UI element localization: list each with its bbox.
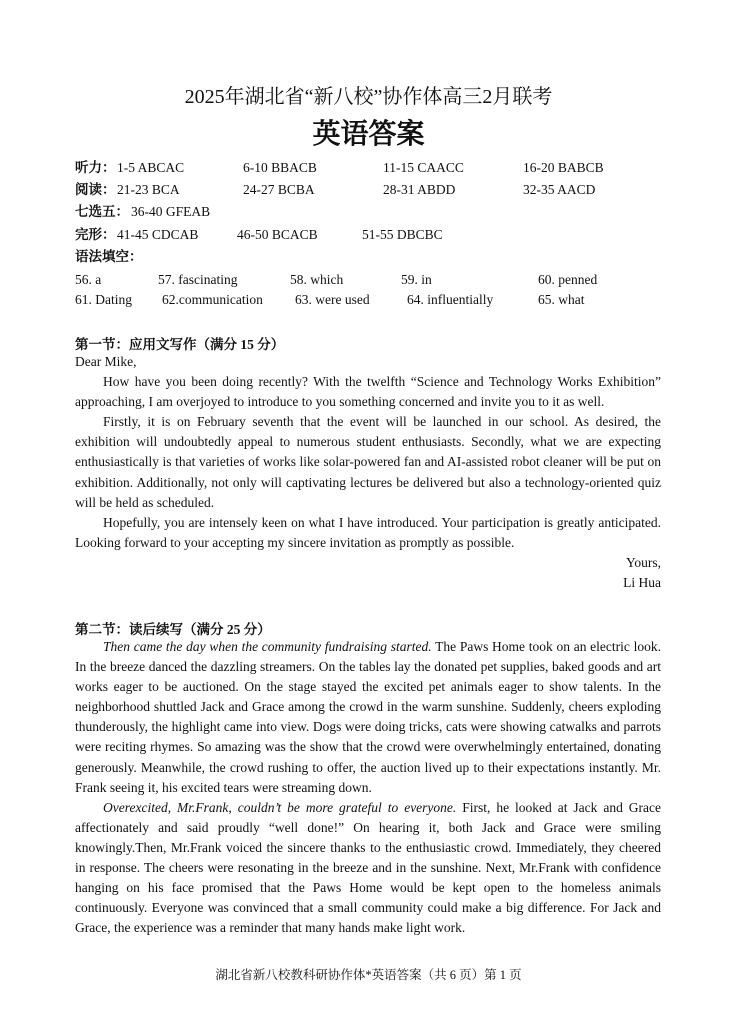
answer-item: 60. penned: [538, 272, 598, 287]
answer-item: 24-27 BCBA: [243, 182, 315, 197]
paragraph-body: The Paws Home took on an electric look. In the breeze danced the dazzling streamers. On the tables lay the donated pet supplies, baked goods and art works eager to be auctioned. On the stage stayed the excited pet animals eager to show talents. In the neighborhood shuttled Jack and Grace among the crowd in the warm sunshine. Suddenly, cheers exploding thunderously, the highlight came into view. Dogs were doing tricks, cats were showing catwalks and parrots were reciting rhymes. So amazing was the show that the crowd were overwhelmingly entertained, donating generously. Meanwhile, the crowd rushing to offer, the auction lived up to their expectations instantly. Mr. Frank seeing it, his excited tears were streaming down.: [75, 639, 661, 795]
answer-item: 56. a: [75, 272, 102, 287]
section1-heading: 第一节：应用文写作（满分 15 分）: [75, 337, 285, 352]
paragraph: [75, 637, 661, 798]
answer-item: 28-31 ABDD: [383, 182, 456, 197]
page-footer: 湖北省新八校教科研协作体*英语答案（共 6 页）第 1 页: [215, 968, 522, 982]
exam-title: 2025年湖北省“新八校”协作体高三2月联考: [184, 86, 553, 108]
paragraph: Hopefully, you are intensely keen on what I have introduced. Your participation is greatly anticipated. Looking forward to your accepting my sincere invitation as promptly as possible.: [75, 514, 661, 550]
answer-item: 57. fascinating: [158, 272, 238, 287]
closing: Yours,: [625, 554, 661, 570]
answer-item: 62.communication: [162, 292, 263, 307]
paragraph: How have you been doing recently? With the twelfth “Science and Technology Works Exhibition” approaching, I am overjoyed to introduce to you something concerned and invite you to it as well.: [75, 374, 661, 410]
seven-choose-five-label: 七选五：: [75, 204, 129, 219]
answer-item: 58. which: [290, 272, 344, 287]
listening-label: 听力：: [75, 160, 116, 175]
section2-essay: [75, 637, 661, 938]
greeting: Dear Mike,: [75, 354, 137, 369]
lead-sentence: Then came the day when the community fundraising started.: [103, 639, 432, 654]
answer-item: 64. influentially: [407, 292, 494, 307]
answer-item: 36-40 GFEAB: [131, 204, 211, 219]
grammar-label: 语法填空：: [75, 249, 143, 264]
reading-label: 阅读：: [75, 182, 116, 197]
answer-item: 21-23 BCA: [117, 182, 180, 197]
answer-item: 63. were used: [295, 292, 370, 307]
answer-item: 51-55 DBCBC: [362, 227, 443, 242]
paragraph-body: First, he looked at Jack and Grace affectionately and said proudly “well done!” On hearing it, both Jack and Grace were smiling knowingly.Then, Mr.Frank voiced the sincere thanks to the enthusiastic crowd. Immediately, they cheered in response. The cheers were resonating in the breeze and in the sunshine. Next, Mr.Frank with confidence hanging on his face promised that the Paws Home would be kept open to the homeless animals continuously. Everyone was convinced that a small community could make a big difference. For Jack and Grace, the experience was a reminder that many hands make light work.: [75, 799, 662, 936]
lead-sentence: Overexcited, Mr.Frank, couldn’t be more grateful to everyone.: [103, 799, 457, 815]
answer-item: 6-10 BBACB: [243, 160, 317, 175]
answer-item: 59. in: [401, 272, 432, 287]
section2-heading: 第二节：读后续写（满分 25 分）: [75, 622, 271, 637]
answer-item: 11-15 CAACC: [383, 160, 464, 175]
section1-letter: [75, 352, 661, 593]
answer-item: 46-50 BCACB: [237, 227, 318, 242]
paragraph: Firstly, it is on February seventh that the event will be launched in our school. As desired, the exhibition will undoubtedly appeal to numerous student enthusiasts. Secondly, what we are expecting enthusiastically is that varieties of works like solar-powered fan and AI-assisted robot cleaner will be put on exhibition. Additionally, not only will captivating lectures be delivered but also a technology-oriented quiz will be held as scheduled.: [75, 414, 661, 510]
answer-item: 1-5 ABCAC: [117, 160, 185, 175]
answer-item: 32-35 AACD: [523, 182, 596, 197]
answer-item: 16-20 BABCB: [523, 160, 604, 175]
answer-item: 65. what: [538, 292, 585, 307]
signature: Li Hua: [623, 575, 661, 591]
answer-item: 61. Dating: [75, 292, 132, 307]
cloze-label: 完形：: [75, 227, 116, 242]
answer-item: 41-45 CDCAB: [117, 227, 199, 242]
answer-subtitle: 英语答案: [312, 119, 425, 150]
paragraph: [75, 798, 661, 939]
